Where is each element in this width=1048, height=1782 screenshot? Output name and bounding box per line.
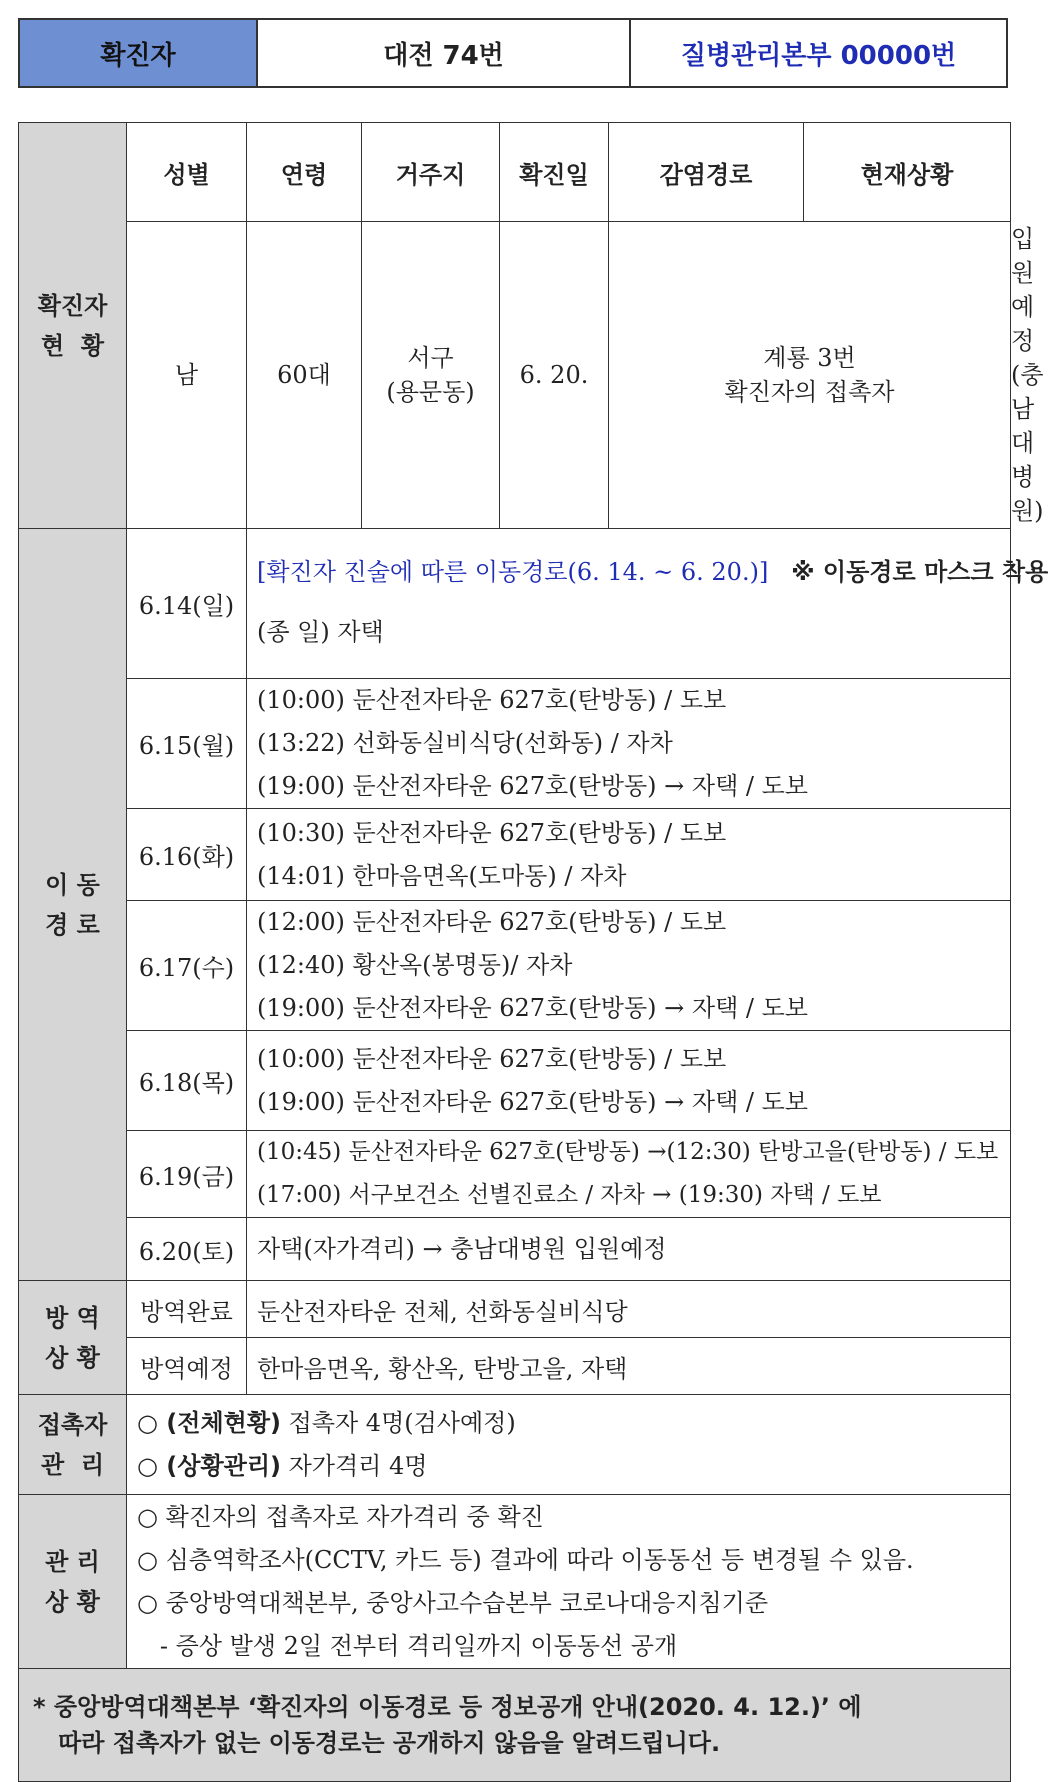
management-line: ○ 심층역학조사(CCTV, 카드 등) 결과에 따라 이동동선 등 변경될 수 있음. xyxy=(137,1545,914,1574)
route-line: 자택(자가격리) → 충남대병원 입원예정 xyxy=(257,1234,667,1263)
value-residence: 서구 (용문동) xyxy=(362,222,500,529)
route-line: (14:01) 한마음면옥(도마동) / 자차 xyxy=(257,861,627,890)
management-lines xyxy=(127,1495,1011,1669)
day-routes xyxy=(247,1218,1011,1281)
route-line: (10:45) 둔산전자타운 627호(탄방동) →(12:30) 탄방고을(탄방동) / 도보 xyxy=(257,1139,999,1165)
day-date: 6.19(금) xyxy=(127,1131,247,1218)
management-section-label: 관 리 상 황 xyxy=(19,1495,127,1669)
col-current: 현재상황 xyxy=(804,123,1011,222)
case-number: 대전 74번 xyxy=(258,20,631,86)
contacts-section-label: 접촉자 관 리 xyxy=(19,1395,127,1495)
disinfection-planned-text: 한마음면옥, 황산옥, 탄방고을, 자택 xyxy=(247,1338,1011,1395)
management-line: - 증상 발생 2일 전부터 격리일까지 이동동선 공개 xyxy=(137,1631,678,1660)
header-label: 확진자 xyxy=(20,20,258,86)
contacts-line: ○ (상황관리) 자가격리 4명 xyxy=(137,1451,428,1480)
route-line: (13:22) 선화동실비식당(선화동) / 자차 xyxy=(257,729,673,757)
footer-line: * 중앙방역대책본부 ‘확진자의 이동경로 등 정보공개 안내(2020. 4. 12.)’ 에 xyxy=(33,1693,862,1721)
day-date: 6.16(화) xyxy=(127,809,247,901)
value-date: 6. 20. xyxy=(500,222,609,529)
management-line: ○ 중앙방역대책본부, 중앙사고수습본부 코로나대응지침기준 xyxy=(137,1588,769,1617)
route-line: (17:00) 서구보건소 선별진료소 / 자차 → (19:30) 자택 / 도보 xyxy=(257,1182,882,1208)
disinfection-section-label: 방 역 상 황 xyxy=(19,1281,127,1395)
day-date: 6.14(일) xyxy=(127,529,247,679)
day-routes xyxy=(247,1131,1011,1218)
management-line: ○ 확진자의 접촉자로 자가격리 중 확진 xyxy=(137,1502,544,1531)
contacts-lines xyxy=(127,1395,1011,1495)
disinfection-planned-label: 방역예정 xyxy=(127,1338,247,1395)
route-notice: [확진자 진술에 따른 이동경로(6. 14. ~ 6. 20.)] xyxy=(257,557,769,586)
day-routes xyxy=(247,679,1011,809)
route-line: (10:00) 둔산전자타운 627호(탄방동) / 도보 xyxy=(257,1044,727,1073)
disinfection-done-text: 둔산전자타운 전체, 선화동실비식당 xyxy=(247,1281,1011,1338)
col-age: 연령 xyxy=(247,123,362,222)
route-line: (19:00) 둔산전자타운 627호(탄방동) → 자택 / 도보 xyxy=(257,772,808,800)
day-routes xyxy=(247,1031,1011,1131)
route-line: (19:00) 둔산전자타운 627호(탄방동) → 자택 / 도보 xyxy=(257,994,808,1022)
route-line: (종 일) 자택 xyxy=(257,617,384,646)
route-line: (10:30) 둔산전자타운 627호(탄방동) / 도보 xyxy=(257,818,727,847)
kcdc-number: 질병관리본부 00000번 xyxy=(680,40,957,71)
route-line: (19:00) 둔산전자타운 627호(탄방동) → 자택 / 도보 xyxy=(257,1087,808,1116)
day-date: 6.18(목) xyxy=(127,1031,247,1131)
case-header xyxy=(18,18,1008,88)
value-age: 60대 xyxy=(247,222,362,529)
route-line: (10:00) 둔산전자타운 627호(탄방동) / 도보 xyxy=(257,686,727,714)
status-section-label: 확진자 현 황 xyxy=(19,123,127,529)
col-sex: 성별 xyxy=(127,123,247,222)
col-residence: 거주지 xyxy=(362,123,500,222)
day-routes xyxy=(247,901,1011,1031)
route-line: (12:40) 황산옥(봉명동)/ 자차 xyxy=(257,951,573,979)
footer-note xyxy=(19,1669,1011,1782)
value-route: 계룡 3번 확진자의 접촉자 xyxy=(609,222,1011,529)
disinfection-done-label: 방역완료 xyxy=(127,1281,247,1338)
case-table: 확진자 현 황 성별 연령 거주지 확진일 감염경로 현재상황 남 60대 서구 (용문동) 6. 20. 계룡 3번 확진자의 접촉자 입원예정 (충남대병원) 이 동 경 로 6.14(일) [확진자 진술에 따른 이동경로(6. 14. ~ 6. 20.)] ※ 이동경로 마스크 착용 (종 일) 자택 6.15(월) (10:00) 둔산전자타운 627호(탄방동) / 도보 (13:22) 선화동실비식당(선화동) / 자차 (19:00) 둔산전자타운 627호(탄방동) → 자택 / 도보 6.16(화) (10:30) 둔산전자타운 627호(탄방동) / 도보 (14:01) 한마음면옥(도마동) / 자차 6.17(수) (12:00) 둔산전자타운 627호(탄방동) / 도보 (12:40) 황산옥(봉명동)/ 자차 (19:00) 둔산전자타운 627호(탄방동) → 자택 / 도보 6.18(목) (10:00) 둔산전자타운 627호(탄방동) / 도보 (19:00) 둔산전자타운 627호(탄방동) → 자택 / 도보 6.19(금) (10:45) 둔산전자타운 627호(탄방동) →(12:30) 탄방고을(탄방동) / 도보 (17:00) 서구보건소 선별진료소 / 자차 → (19:30) 자택 / 도보 6.20(토) 자택(자가격리) → 충남대병원 입원예정 방 역 상 황 방역완료 둔산전자타운 전체, 선화동실비식당 방역예정 한마음면옥, 황산옥, 탄방고을, 자택 접촉자 관 리 ○ (전체현황) 접촉자 4명(검사예정) ○ (상황관리) 자가격리 4명 관 리 상 황 ○ 확진자의 접촉자로 자가격리 중 확진 ○ 심층역학조사(CCTV, 카드 등) 결과에 따라 이동동선 등 변경될 수 있음. ○ 중앙방역대책본부, 중앙사고수습본부 코로나대응지침기준 - 증상 발생 2일 전부터 격리일까지 이동동선 공개 * 중앙방역대책본부 ‘확진자의 이동경로 등 정보공개 안내(2020. 4. 12.)’ 에 따라 접촉자가 없는 이동경로는 공개하지 않음을 알려드립니다. xyxy=(18,122,1011,1782)
day-routes xyxy=(247,529,1048,679)
day-date: 6.20(토) xyxy=(127,1218,247,1281)
value-sex: 남 xyxy=(127,222,247,529)
day-date: 6.17(수) xyxy=(127,901,247,1031)
movement-section-label: 이 동 경 로 xyxy=(19,529,127,1281)
col-route: 감염경로 xyxy=(609,123,804,222)
contacts-line: ○ (전체현황) 접촉자 4명(검사예정) xyxy=(137,1408,516,1437)
route-line: (12:00) 둔산전자타운 627호(탄방동) / 도보 xyxy=(257,908,727,936)
col-date: 확진일 xyxy=(500,123,609,222)
footer-line: 따라 접촉자가 없는 이동경로는 공개하지 않음을 알려드립니다. xyxy=(33,1729,721,1757)
day-routes xyxy=(247,809,1011,901)
day-date: 6.15(월) xyxy=(127,679,247,809)
mask-note: ※ 이동경로 마스크 착용 xyxy=(791,557,1048,586)
